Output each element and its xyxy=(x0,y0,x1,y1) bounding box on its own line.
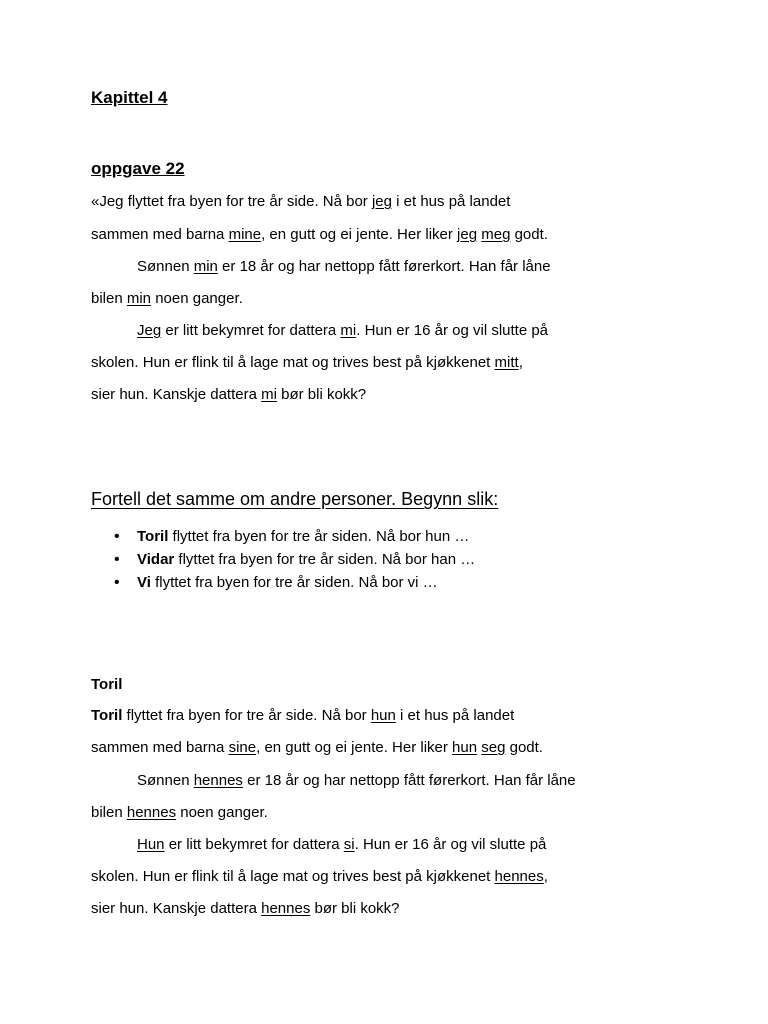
toril-line-5: Hun er litt bekymret for dattera si. Hun er 16 år og vil slutte på xyxy=(137,836,547,853)
list-item: • Vi flyttet fra byen for tre år siden. Nå bor vi … xyxy=(114,571,475,594)
pronoun: hun xyxy=(452,739,478,756)
pronoun: hennes xyxy=(126,804,177,821)
pronoun: jeg xyxy=(371,193,392,210)
pronoun: hennes xyxy=(193,772,243,789)
pronoun: mi xyxy=(261,386,277,403)
list-item: • Vidar flyttet fra byen for tre år siden. Nå bor han … xyxy=(114,548,475,571)
pronoun: meg xyxy=(481,226,511,243)
pronoun: jeg xyxy=(457,226,478,243)
instruction-heading: Fortell det samme om andre personer. Begynn slik: xyxy=(91,489,499,509)
list-item: • Toril flyttet fra byen for tre år siden. Nå bor hun … xyxy=(114,525,475,548)
toril-line-6: skolen. Hun er flink til å lage mat og trives best på kjøkkenet hennes, xyxy=(91,868,548,885)
toril-heading: Toril xyxy=(91,676,123,693)
pronoun: hennes xyxy=(261,900,311,917)
pronoun: si xyxy=(343,836,355,853)
original-line-4: bilen min noen ganger. xyxy=(91,290,243,307)
toril-line-7: sier hun. Kanskje dattera hennes bør bli kokk? xyxy=(91,900,400,917)
original-line-2: sammen med barna mine, en gutt og ei jente. Her liker jeg meg godt. xyxy=(91,226,548,243)
pronoun: mitt xyxy=(494,354,519,371)
original-line-1: «Jeg flyttet fra byen for tre år side. Nå bor jeg i et hus på landet xyxy=(91,193,511,210)
pronoun: hun xyxy=(370,707,396,724)
original-line-5: Jeg er litt bekymret for dattera mi. Hun er 16 år og vil slutte på xyxy=(137,322,549,339)
pronoun: mine xyxy=(228,226,262,243)
bullet-list xyxy=(114,525,475,594)
pronoun: hennes xyxy=(494,868,544,885)
pronoun: mi xyxy=(340,322,357,339)
original-line-3: Sønnen min er 18 år og har nettopp fått førerkort. Han får låne xyxy=(137,258,551,275)
toril-line-1: Toril flyttet fra byen for tre år side. Nå bor hun i et hus på landet xyxy=(91,707,515,724)
original-line-7: sier hun. Kanskje dattera mi bør bli kokk? xyxy=(91,386,367,403)
pronoun: seg xyxy=(481,739,506,756)
pronoun: Hun xyxy=(137,836,165,853)
toril-line-3: Sønnen hennes er 18 år og har nettopp fått førerkort. Han får låne xyxy=(137,772,576,789)
original-line-6: skolen. Hun er flink til å lage mat og trives best på kjøkkenet mitt, xyxy=(91,354,523,371)
pronoun: min xyxy=(193,258,218,275)
pronoun: Jeg xyxy=(137,322,162,339)
task-title: oppgave 22 xyxy=(91,159,185,178)
pronoun: min xyxy=(126,290,152,307)
toril-line-4: bilen hennes noen ganger. xyxy=(91,804,268,821)
pronoun: sine xyxy=(228,739,257,756)
toril-line-2: sammen med barna sine, en gutt og ei jente. Her liker hun seg godt. xyxy=(91,739,543,756)
chapter-title: Kapittel 4 xyxy=(91,88,168,107)
